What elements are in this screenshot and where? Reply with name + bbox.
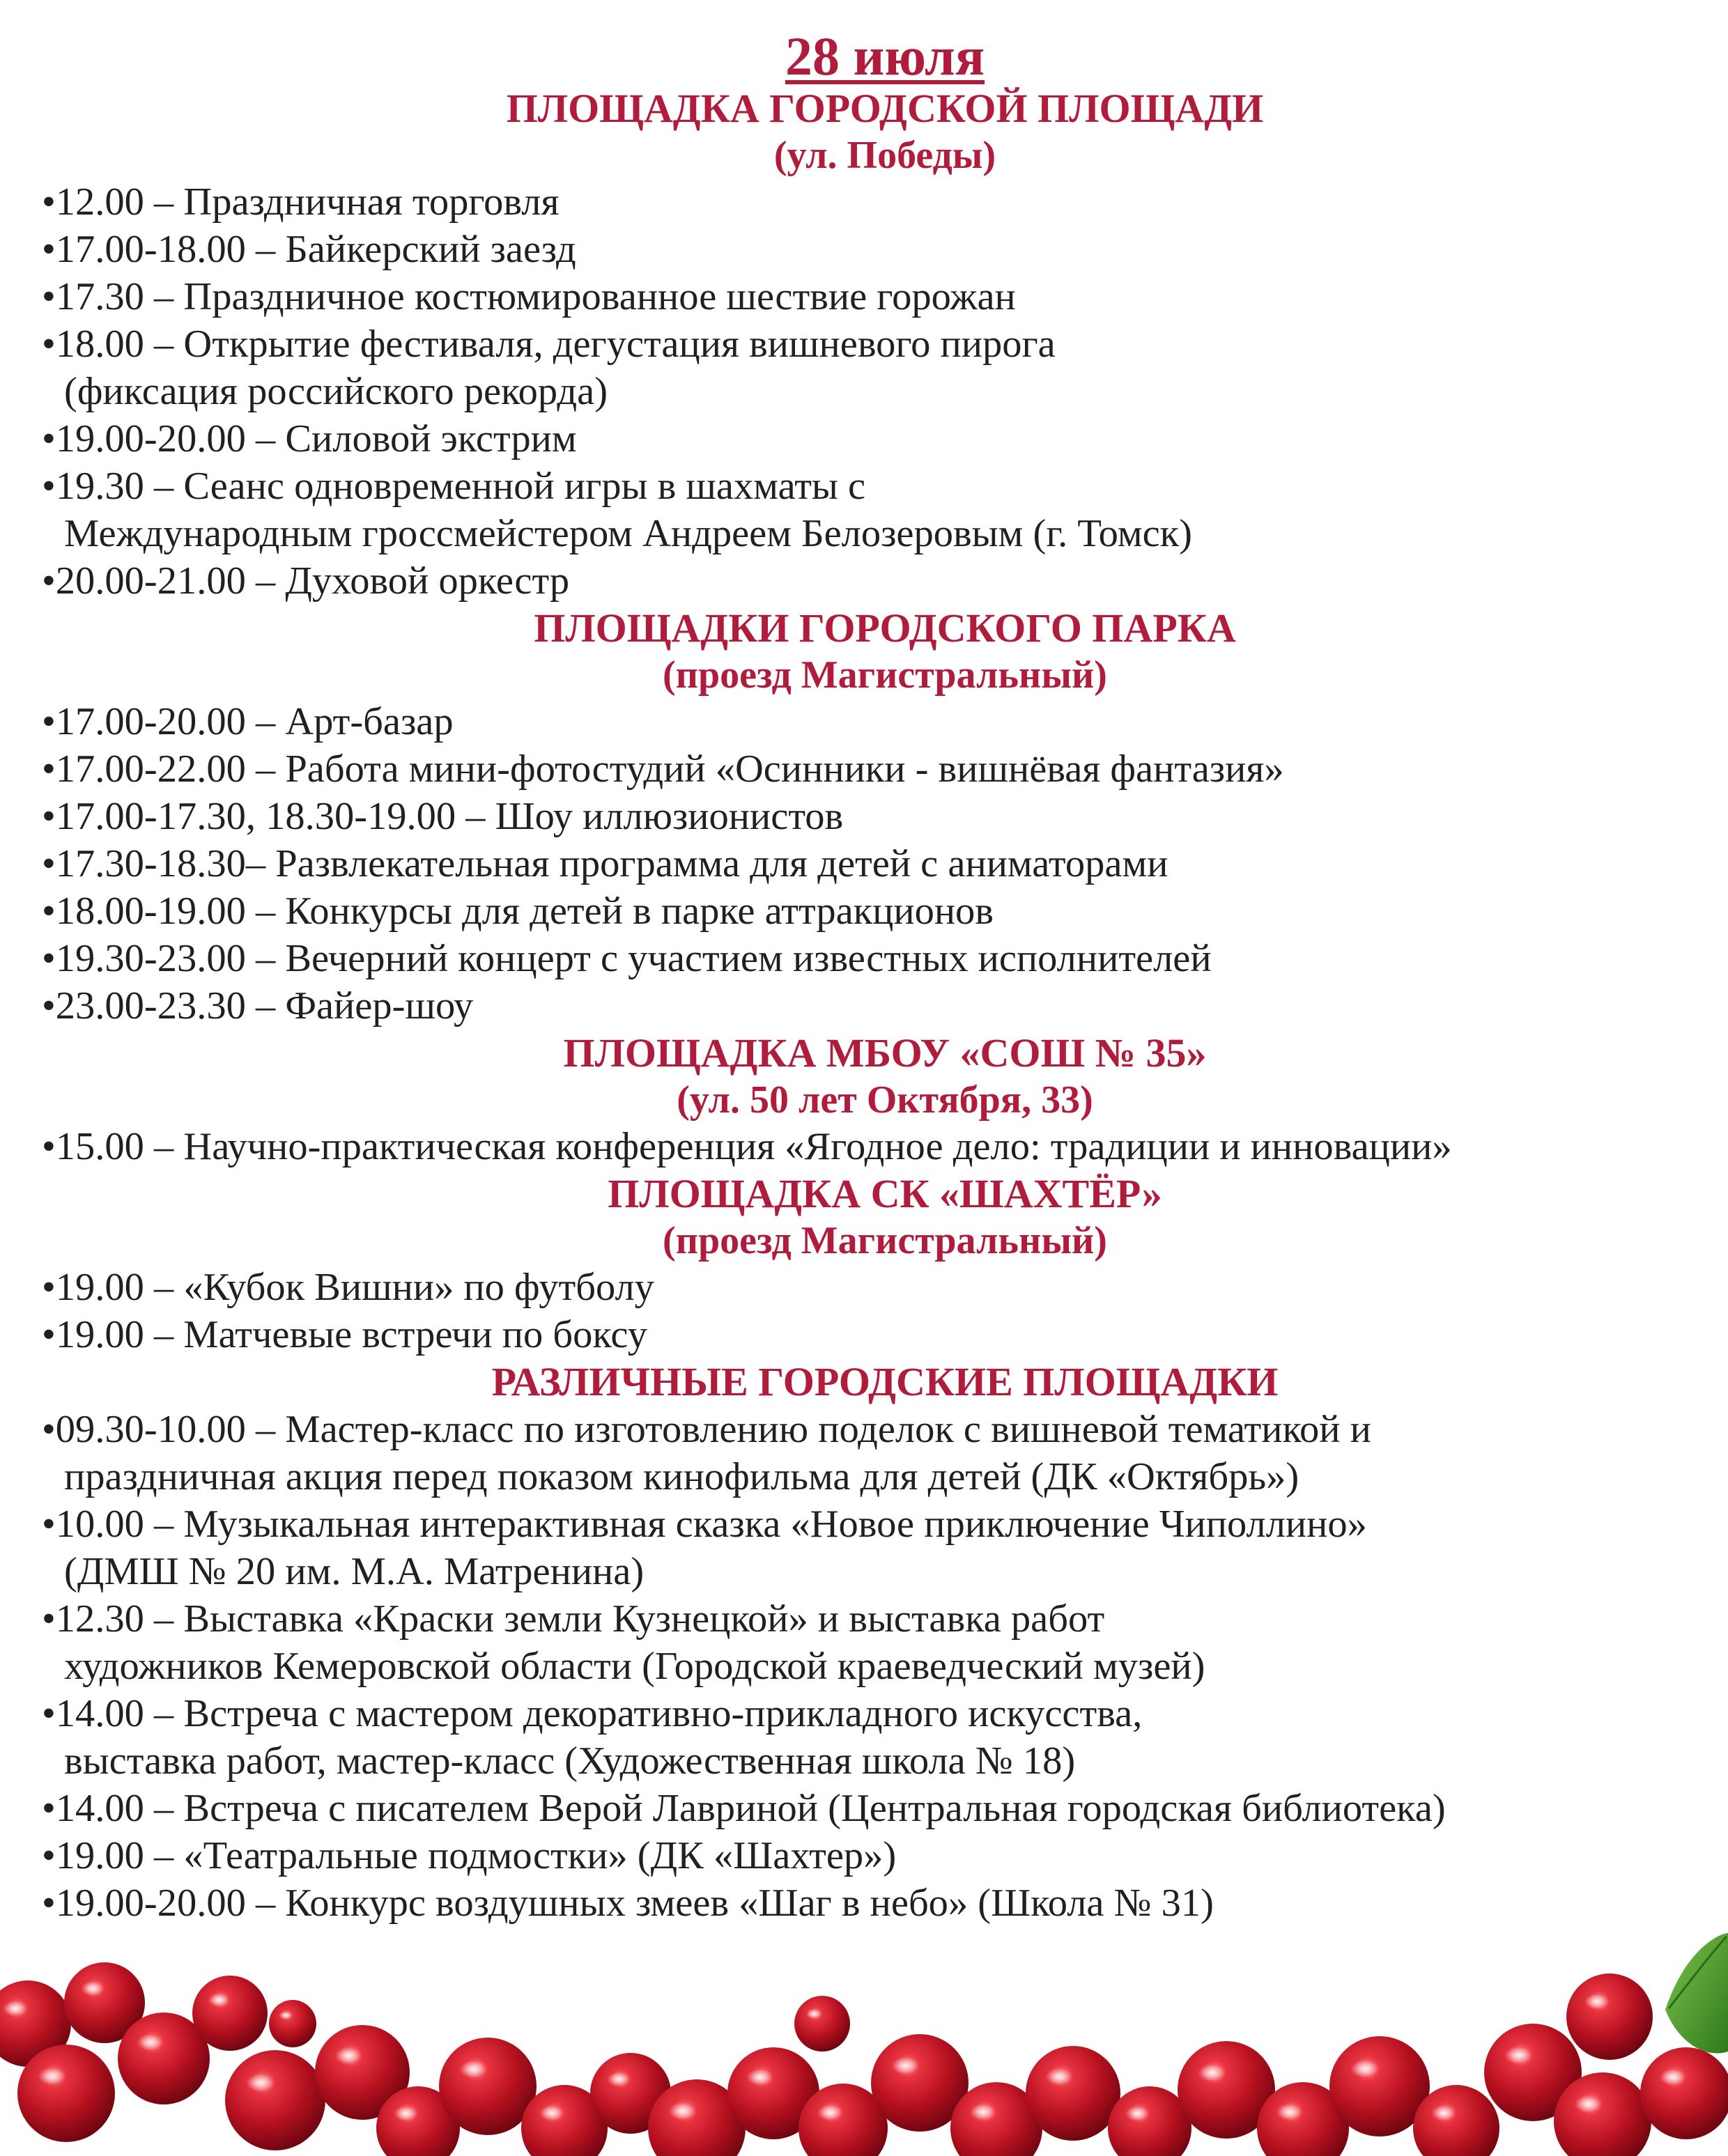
cherry-highlight — [335, 2047, 362, 2064]
event-text: •17.00-17.30, 18.30-19.00 – Шоу иллюзионистов — [42, 795, 844, 838]
cherry-icon — [1566, 1973, 1653, 2060]
event-text-continued: выставка работ, мастер-класс (Художественная школа № 18) — [64, 1739, 1076, 1783]
cherry-highlight — [246, 2074, 274, 2092]
event-text: •20.00-21.00 – Духовой оркестр — [42, 559, 570, 603]
cherry-highlight — [668, 2102, 695, 2120]
event-item — [42, 840, 1714, 887]
event-item — [42, 887, 1714, 935]
cherry-highlight — [1198, 2064, 1225, 2081]
cherry-highlight — [747, 2069, 773, 2086]
section-subtitle: (ул. Победы) — [773, 134, 996, 177]
cherry-highlight — [38, 2068, 65, 2085]
event-item — [42, 1832, 1714, 1879]
cherry-icon — [192, 1976, 268, 2051]
event-list — [42, 1123, 1714, 1170]
event-item — [42, 415, 1714, 463]
event-text: •19.00-20.00 – Силовой экстрим — [42, 417, 577, 460]
event-item — [42, 273, 1714, 320]
event-item — [42, 1595, 1714, 1690]
event-item — [42, 1406, 1714, 1500]
event-text-continued: Международным гроссмейстером Андреем Белозеровым (г. Томск) — [64, 512, 1192, 555]
event-text: •19.00 – «Кубок Вишни» по футболу — [42, 1266, 654, 1309]
cherry-highlight — [1660, 2069, 1685, 2086]
event-text: •09.30-10.00 – Мастер-класс по изготовлению поделок с вишневой тематикой и — [42, 1408, 1371, 1451]
event-text-continued: (фиксация российского рекорда) — [64, 370, 608, 413]
cherry-icon — [794, 1996, 850, 2052]
event-text: •14.00 – Встреча с мастером декоративно-прикладного искусства, — [42, 1692, 1143, 1735]
event-text-continued: праздничная акция перед показом кинофильма для детей (ДК «Октябрь») — [64, 1455, 1299, 1498]
event-text: •19.00 – «Театральные подмостки» (ДК «Шахтер») — [42, 1834, 897, 1877]
event-list — [42, 1264, 1714, 1358]
event-text: •19.00 – Матчевые встречи по боксу — [42, 1313, 648, 1356]
event-item — [42, 320, 1714, 415]
event-text: •17.30 – Праздничное костюмированное шествие горожан — [42, 275, 1016, 318]
event-text: •19.00-20.00 – Конкурс воздушных змеев «Шаг в небо» (Школа № 31) — [42, 1882, 1214, 1925]
event-list — [42, 698, 1714, 1030]
section-subtitle: (проезд Магистральный) — [663, 653, 1107, 697]
event-text: •12.00 – Праздничная торговля — [42, 180, 560, 224]
cherry-highlight — [1584, 1994, 1609, 2009]
cherry-highlight — [1431, 2105, 1456, 2120]
event-text: •17.00-20.00 – Арт-базар — [42, 700, 454, 743]
cherry-highlight — [1276, 2104, 1302, 2120]
event-item — [42, 1123, 1714, 1170]
cherry-highlight — [970, 2104, 996, 2120]
cherry-icon — [17, 2045, 115, 2142]
event-text: •17.00-18.00 – Байкерский заезд — [42, 228, 576, 271]
cherry-highlight — [208, 1993, 229, 2006]
section-title: ПЛОЩАДКА МБОУ «СОШ № 35» — [563, 1030, 1207, 1076]
event-item — [42, 698, 1714, 745]
event-item — [42, 982, 1714, 1030]
event-text-continued: (ДМШ № 20 им. М.А. Матренина) — [64, 1550, 645, 1593]
section-subtitle: (ул. 50 лет Октября, 33) — [677, 1078, 1093, 1122]
program-content — [42, 26, 1714, 1927]
event-text: •19.30-23.00 – Вечерний концерт с участием известных исполнителей — [42, 937, 1212, 980]
cherry-icon — [269, 2000, 316, 2047]
event-item — [42, 745, 1714, 793]
cherry-highlight — [806, 2009, 821, 2019]
event-text: •17.30-18.30– Развлекательная программа для детей с аниматорами — [42, 842, 1168, 885]
event-text: •18.00-19.00 – Конкурсы для детей в парке аттракционов — [42, 890, 994, 933]
event-text: •19.30 – Сеанс одновременной игры в шахматы с — [42, 465, 866, 508]
cherry-highlight — [1046, 2068, 1072, 2085]
event-text: •10.00 – Музыкальная интерактивная сказка «Новое приключение Чиполлино» — [42, 1503, 1367, 1546]
cherry-highlight — [3, 2001, 27, 2016]
cherry-highlight — [817, 2104, 842, 2120]
cherry-highlight — [539, 2105, 564, 2120]
program-sections — [42, 85, 1714, 1927]
cherry-highlight — [279, 2011, 292, 2019]
event-text: •12.30 – Выставка «Краски земли Кузнецкой» и выставка работ — [42, 1597, 1105, 1641]
event-text-continued: художников Кемеровской области (Городской краеведческий музей) — [64, 1645, 1205, 1688]
event-item — [42, 1500, 1714, 1595]
cherry-highlight — [891, 2057, 918, 2074]
event-item — [42, 178, 1714, 226]
cherries-decoration — [0, 1919, 1728, 2156]
section-title: РАЗЛИЧНЫЕ ГОРОДСКИЕ ПЛОЩАДКИ — [491, 1359, 1279, 1404]
cherry-icon — [1640, 2047, 1728, 2139]
event-text: •15.00 – Научно-практическая конференция «Ягодное дело: традиции и инновации» — [42, 1125, 1452, 1168]
section-subtitle: (проезд Магистральный) — [663, 1219, 1107, 1262]
cherry-highlight — [394, 2106, 417, 2121]
event-text: •23.00-23.30 – Файер-шоу — [42, 984, 474, 1027]
cherry-cluster — [0, 1962, 1728, 2156]
cherry-icon — [1026, 2046, 1120, 2141]
date-title: 28 июля — [785, 26, 985, 86]
event-list — [42, 178, 1714, 605]
section-title: ПЛОЩАДКА ГОРОДСКОЙ ПЛОЩАДИ — [506, 86, 1264, 131]
event-item — [42, 1785, 1714, 1832]
event-item — [42, 557, 1714, 605]
leaf-icon — [1665, 1933, 1728, 2054]
cherry-highlight — [1350, 2060, 1378, 2078]
event-text: •14.00 – Встреча с писателем Верой Лавриной (Центральная городская библиотека) — [42, 1787, 1446, 1830]
event-item — [42, 935, 1714, 982]
event-item — [42, 1690, 1714, 1785]
section-title: ПЛОЩАДКИ ГОРОДСКОГО ПАРКА — [534, 605, 1236, 651]
cherry-highlight — [1504, 2047, 1532, 2064]
section-title: ПЛОЩАДКА СК «ШАХТЁР» — [608, 1171, 1162, 1216]
cherry-highlight — [1125, 2106, 1149, 2121]
cherry-highlight — [459, 2061, 486, 2078]
event-text: •18.00 – Открытие фестиваля, дегустация вишневого пирога — [42, 323, 1056, 366]
event-item — [42, 1311, 1714, 1358]
event-item — [42, 1264, 1714, 1311]
event-item — [42, 226, 1714, 273]
cherry-highlight — [137, 2034, 163, 2051]
cherry-highlight — [81, 1981, 103, 1996]
event-item — [42, 463, 1714, 557]
event-text: •17.00-22.00 – Работа мини-фотостудий «Осинники - вишнёвая фантазия» — [42, 747, 1284, 791]
event-item — [42, 793, 1714, 840]
cherry-highlight — [607, 2072, 629, 2086]
cherry-icon — [225, 2050, 325, 2150]
cherry-highlight — [1574, 2095, 1601, 2113]
event-list — [42, 1406, 1714, 1927]
